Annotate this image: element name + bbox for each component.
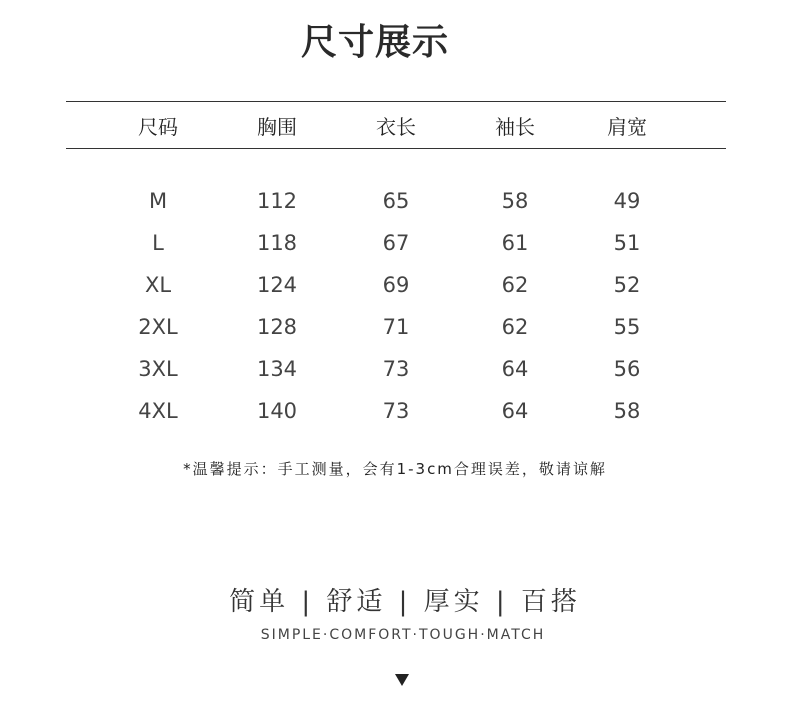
cell-shoulder: 51 xyxy=(613,231,641,255)
cell-size: XL xyxy=(144,273,172,297)
cell-length: 65 xyxy=(382,189,410,213)
header-sleeve: 袖长 xyxy=(495,115,535,139)
cell-chest: 112 xyxy=(256,189,298,213)
cell-sleeve: 64 xyxy=(501,399,529,423)
cell-sleeve: 62 xyxy=(501,315,529,339)
cell-sleeve: 62 xyxy=(501,273,529,297)
measurement-notice: *温馨提示：手工测量，会有1-3cm合理误差，敬请谅解 xyxy=(183,460,607,478)
cell-chest: 128 xyxy=(256,315,298,339)
cell-sleeve: 64 xyxy=(501,357,529,381)
cell-length: 73 xyxy=(382,399,410,423)
cell-sleeve: 61 xyxy=(501,231,529,255)
cell-length: 71 xyxy=(382,315,410,339)
table-top-rule xyxy=(66,101,726,102)
tagline-english: SIMPLE·COMFORT·TOUGH·MATCH xyxy=(260,627,546,643)
cell-size: 2XL xyxy=(138,315,178,339)
cell-shoulder: 49 xyxy=(613,189,641,213)
page-title: 尺寸展示 xyxy=(300,22,449,63)
cell-length: 73 xyxy=(382,357,410,381)
triangle-down-icon xyxy=(395,674,409,686)
cell-size: M xyxy=(148,189,168,213)
cell-shoulder: 56 xyxy=(613,357,641,381)
cell-size: 4XL xyxy=(138,399,178,423)
cell-length: 67 xyxy=(382,231,410,255)
header-shoulder: 肩宽 xyxy=(607,115,647,139)
cell-chest: 124 xyxy=(256,273,298,297)
table-header-rule xyxy=(66,148,726,149)
header-size: 尺码 xyxy=(138,115,178,139)
tagline: 简单 | 舒适 | 厚实 | 百搭 xyxy=(229,587,581,617)
cell-shoulder: 55 xyxy=(613,315,641,339)
header-length: 衣长 xyxy=(376,115,416,139)
cell-length: 69 xyxy=(382,273,410,297)
cell-size: L xyxy=(152,231,164,255)
cell-chest: 134 xyxy=(256,357,298,381)
header-chest: 胸围 xyxy=(257,115,297,139)
cell-chest: 118 xyxy=(256,231,298,255)
cell-shoulder: 52 xyxy=(613,273,641,297)
cell-shoulder: 58 xyxy=(613,399,641,423)
cell-chest: 140 xyxy=(256,399,298,423)
cell-size: 3XL xyxy=(138,357,178,381)
cell-sleeve: 58 xyxy=(501,189,529,213)
